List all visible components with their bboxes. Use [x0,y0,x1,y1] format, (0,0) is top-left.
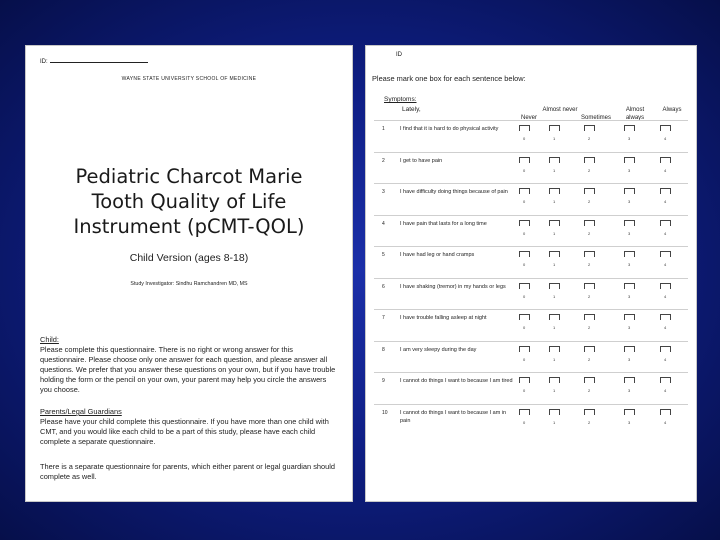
row-statement: I have difficulty doing things because of pain [400,189,508,195]
answer-checkbox[interactable] [549,346,560,352]
answer-checkbox[interactable] [519,314,530,320]
child-heading: Child: [40,335,59,344]
symptoms-questionnaire-page [366,46,696,501]
row-statement: I have shaking (tremor) in my hands or legs [400,283,506,290]
row-number: 2 [382,157,385,164]
row-number: 5 [382,252,385,258]
column-never: Never [520,115,537,121]
answer-checkbox[interactable] [584,283,595,289]
title-line-2: Tooth Quality of Life [91,190,287,213]
table-row [374,404,688,431]
scale-value: 4 [664,388,667,393]
answer-checkbox[interactable] [584,377,595,383]
row-statement: I cannot do things I want to because I am in pain [400,409,507,424]
instruction-text: Please mark one box for each sentence below: [372,74,526,83]
answer-checkbox[interactable] [660,188,671,194]
answer-checkbox[interactable] [660,314,671,320]
table-row [374,341,688,368]
answer-checkbox[interactable] [549,409,560,415]
scale-value: 1 [553,167,556,173]
table-row [374,120,688,147]
scale-value: 4 [664,167,667,173]
answer-checkbox[interactable] [549,377,560,383]
scale-value: 0 [523,136,526,141]
answer-checkbox[interactable] [519,409,530,415]
study-investigator: Study Investigator: Sindhu Ramchandren MD, MS [130,281,248,287]
scale-value: 4 [664,356,667,362]
id-label: ID [396,52,402,58]
scale-value: 0 [523,199,526,204]
answer-checkbox[interactable] [519,283,530,289]
scale-value: 2 [588,356,591,362]
table-row [374,309,688,336]
scale-value: 0 [523,230,526,236]
table-row [374,278,688,305]
document-subtitle: Child Version (ages 8-18) [129,252,249,264]
answer-checkbox[interactable] [549,188,560,194]
column-almost-never: Almost never [542,107,578,113]
answer-checkbox[interactable] [624,283,635,289]
id-label: ID: [40,59,48,65]
answer-checkbox[interactable] [624,157,635,163]
scale-value: 3 [628,199,631,204]
answer-checkbox[interactable] [624,188,635,194]
scale-value: 2 [588,293,591,299]
row-statement: I have pain that lasts for a long time [400,220,487,227]
parent-heading: Parents/Legal Guardians [40,407,122,416]
scale-value: 1 [553,419,556,425]
row-statement: I get to have pain [400,157,443,164]
scale-value: 4 [664,230,667,236]
answer-checkbox[interactable] [584,346,595,352]
row-statement: I find that it is hard to do physical activity [400,126,499,132]
scale-value: 1 [553,293,556,299]
answer-checkbox[interactable] [519,157,530,163]
scale-value: 0 [523,356,526,362]
scale-value: 3 [628,325,631,330]
scale-value: 3 [628,167,631,173]
scale-value: 2 [588,388,591,393]
scale-value: 4 [664,293,667,299]
table-row [374,215,688,242]
answer-checkbox[interactable] [519,346,530,352]
row-number: 6 [382,283,385,290]
scale-value: 3 [628,136,631,141]
answer-checkbox[interactable] [584,220,595,226]
answer-checkbox[interactable] [584,409,595,415]
scale-value: 2 [588,419,591,425]
row-number: 4 [382,220,385,227]
scale-value: 2 [588,199,591,204]
scale-value: 4 [664,325,667,330]
scale-value: 0 [523,325,526,330]
scale-value: 1 [553,325,556,330]
row-number: 10 [382,409,388,416]
row-number: 1 [382,126,385,132]
answer-checkbox[interactable] [660,157,671,163]
answer-checkbox[interactable] [519,377,530,383]
answer-checkbox[interactable] [660,251,671,257]
column-almost-always: Almost always [625,107,645,121]
row-statement: I have trouble falling asleep at night [400,315,487,321]
answer-checkbox[interactable] [519,251,530,257]
scale-value: 0 [523,167,526,173]
scale-value: 3 [628,293,631,299]
column-sometimes: Sometimes [580,115,611,121]
parent-instructions [40,407,340,447]
scale-value: 1 [553,356,556,362]
answer-checkbox[interactable] [519,220,530,226]
scale-value: 2 [588,136,591,141]
table-row [374,183,688,210]
answer-checkbox[interactable] [549,220,560,226]
answer-checkbox[interactable] [660,283,671,289]
child-instructions [40,335,340,395]
questionnaire-cover-page [26,46,352,501]
scale-value: 3 [628,419,631,425]
scale-value: 0 [523,262,526,267]
scale-value: 0 [523,388,526,393]
scale-value: 1 [553,230,556,236]
scale-value: 1 [553,262,556,267]
separate-questionnaire-note: There is a separate questionnaire for parents, which either parent or legal guardian should complete as well. [40,462,335,481]
column-always: Always [662,107,682,113]
row-number: 7 [382,315,385,321]
child-text: Please complete this questionnaire. There is no right or wrong answer for this questionnaire. Please choose only one answer for each question, and please answer all questions. We prefer that you answer these questions on your own, but if you have trouble holding the form or the pencil on your own, your parent may help you circle the answers you choose. [40,345,336,394]
answer-checkbox[interactable] [584,125,595,131]
answer-checkbox[interactable] [660,377,671,383]
table-row [374,152,688,179]
school-name: WAYNE STATE UNIVERSITY SCHOOL OF MEDICINE [121,76,257,82]
title-line-3: Instrument (pCMT-QOL) [73,215,305,238]
answer-checkbox[interactable] [624,125,635,131]
answer-checkbox[interactable] [624,409,635,415]
answer-checkbox[interactable] [549,314,560,320]
table-row [374,372,688,399]
scale-value: 4 [664,262,667,267]
row-number: 9 [382,378,385,384]
row-statement: I cannot do things I want to because I am tired [400,378,513,384]
scale-value: 0 [523,419,526,425]
id-field [40,59,148,65]
lately-label: Lately, [402,106,421,113]
scale-value: 2 [588,167,591,173]
title-line-1: Pediatric Charcot Marie [75,165,303,188]
answer-checkbox[interactable] [660,346,671,352]
scale-value: 3 [628,230,631,236]
answer-checkbox[interactable] [624,377,635,383]
scale-value: 3 [628,388,631,393]
answer-checkbox[interactable] [660,409,671,415]
scale-value: 1 [553,136,556,141]
answer-checkbox[interactable] [624,314,635,320]
scale-value: 4 [664,199,667,204]
scale-value: 4 [664,136,667,141]
table-row [374,246,688,273]
answer-checkbox[interactable] [624,346,635,352]
id-blank-line [50,62,148,63]
answer-checkbox[interactable] [519,188,530,194]
answer-checkbox[interactable] [549,157,560,163]
scale-value: 0 [523,293,526,299]
scale-value: 4 [664,419,667,425]
answer-checkbox[interactable] [584,157,595,163]
answer-checkbox[interactable] [584,251,595,257]
answer-checkbox[interactable] [584,188,595,194]
document-title [40,164,338,239]
section-heading: Symptoms: [384,96,417,103]
scale-value: 2 [588,325,591,330]
answer-checkbox[interactable] [624,251,635,257]
scale-value: 2 [588,230,591,236]
row-number: 3 [382,189,385,195]
answer-checkbox[interactable] [549,251,560,257]
scale-value: 2 [588,262,591,267]
answer-checkbox[interactable] [519,125,530,131]
answer-checkbox[interactable] [549,125,560,131]
row-number: 8 [382,346,385,353]
row-statement: I have had leg or hand cramps [400,252,475,258]
answer-checkbox[interactable] [584,314,595,320]
scale-value: 1 [553,388,556,393]
scale-value: 1 [553,199,556,204]
answer-checkbox[interactable] [660,125,671,131]
row-statement: I am very sleepy during the day [400,346,477,353]
scale-value: 3 [628,262,631,267]
answer-checkbox[interactable] [549,283,560,289]
scale-value: 3 [628,356,631,362]
answer-checkbox[interactable] [624,220,635,226]
parent-text: Please have your child complete this questionnaire. If you have more than one child with CMT, and you would like each child to be a part of this study, please have each child complete a separate questionnaire. [40,417,329,446]
answer-checkbox[interactable] [660,220,671,226]
